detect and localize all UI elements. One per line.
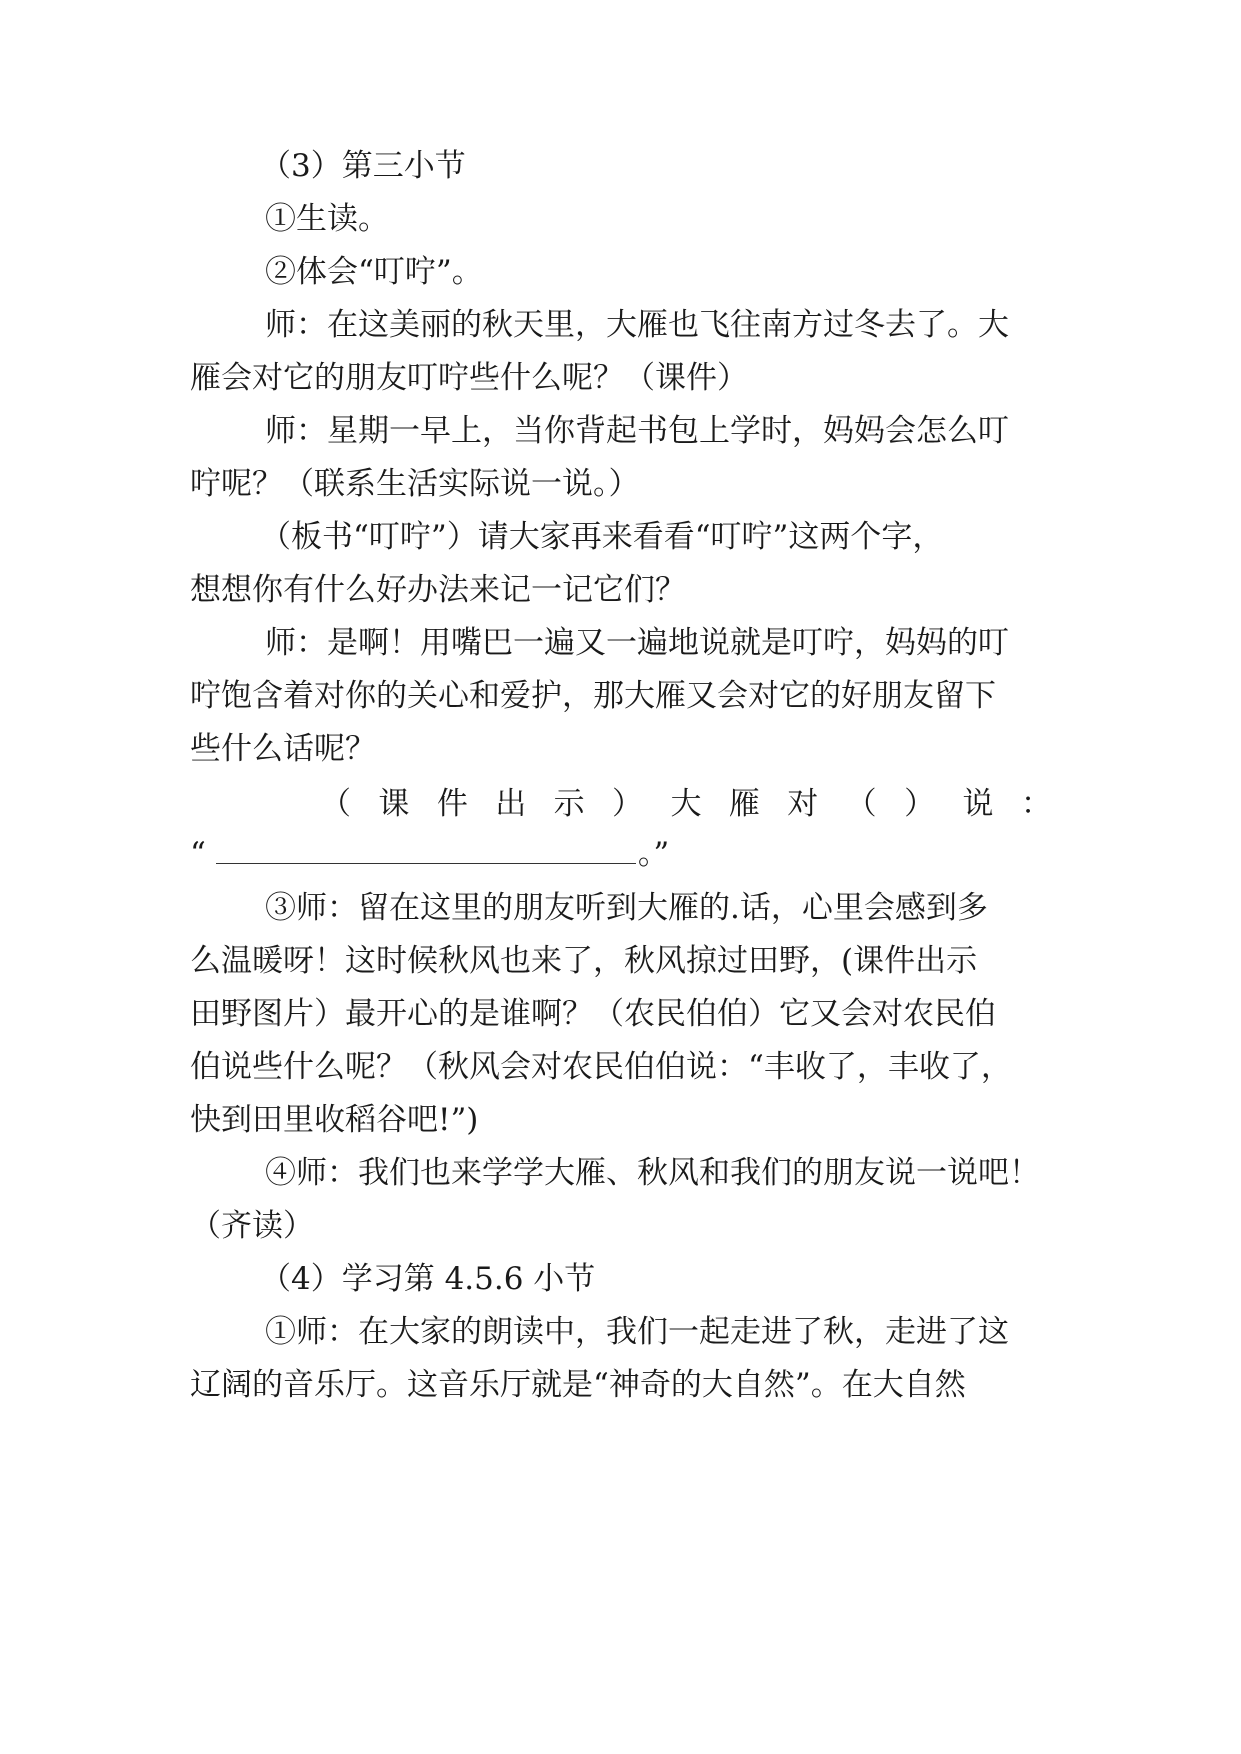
section-heading: （3）第三小节 — [260, 148, 466, 184]
prompt-char: 件 — [436, 786, 468, 822]
prompt-char: （ — [320, 786, 351, 822]
prompt-char: （ — [845, 786, 877, 822]
prompt-line — [190, 784, 1052, 824]
paragraph-line: 田野图片）最开心的是谁啊？（农民伯伯）它又会对农民伯 — [190, 996, 996, 1032]
prompt-char: 大 — [670, 786, 702, 822]
paragraph-line: （齐读） — [190, 1208, 314, 1244]
prompt-char: 示 — [553, 786, 585, 822]
prompt-char: 课 — [378, 786, 410, 822]
paragraph-line: 咛呢？（联系生活实际说一说。） — [190, 466, 640, 502]
paragraph-line: 伯说些什么呢？（秋风会对农民伯伯说：“丰收了，丰收了， — [190, 1049, 1012, 1085]
close-quote: 。” — [637, 836, 670, 872]
paragraph-line: ③师：留在这里的朋友听到大雁的.话，心里会感到多 — [265, 890, 988, 926]
paragraph-line: ①生读。 — [265, 201, 389, 237]
paragraph-line: 咛饱含着对你的关心和爱护，那大雁又会对它的好朋友留下 — [190, 678, 996, 714]
prompt-char: 对 — [787, 786, 819, 822]
paragraph-line: 辽阔的音乐厅。这音乐厅就是“神奇的大自然”。在大自然 — [190, 1367, 966, 1403]
section-heading: （4）学习第 4.5.6 小节 — [260, 1261, 596, 1297]
paragraph-line: 师：是啊！用嘴巴一遍又一遍地说就是叮咛，妈妈的叮 — [265, 625, 1009, 661]
prompt-char: ） — [904, 786, 936, 822]
open-quote: “ — [190, 836, 206, 872]
paragraph-line: 师：在这美丽的秋天里，大雁也飞往南方过冬去了。大 — [265, 307, 1009, 343]
paragraph-line: 师：星期一早上，当你背起书包上学时，妈妈会怎么叮 — [265, 413, 1009, 449]
paragraph-line: ①师：在大家的朗读中，我们一起走进了秋，走进了这 — [265, 1314, 1009, 1350]
paragraph-line: 些什么话呢？ — [190, 731, 376, 767]
fill-blank-line — [190, 834, 669, 874]
paragraph-line: 么温暖呀！这时候秋风也来了，秋风掠过田野，(课件出示 — [190, 943, 978, 979]
paragraph-line: （板书“叮咛”）请大家再来看看“叮咛”这两个字， — [260, 519, 944, 555]
prompt-char: ： — [1020, 786, 1052, 822]
answer-blank — [216, 841, 636, 864]
paragraph-line: ④师：我们也来学学大雁、秋风和我们的朋友说一说吧！ — [265, 1155, 1040, 1191]
paragraph-line: 雁会对它的朋友叮咛些什么呢？（课件） — [190, 360, 748, 396]
paragraph-line: 快到田里收稻谷吧!”) — [190, 1102, 479, 1138]
paragraph-line: ②体会“叮咛”。 — [265, 254, 483, 290]
prompt-char: 说 — [962, 786, 994, 822]
prompt-spread-text — [190, 784, 1052, 824]
paragraph-line: 想想你有什么好办法来记一记它们？ — [190, 572, 686, 608]
prompt-char: 出 — [495, 786, 527, 822]
prompt-char: 雁 — [728, 786, 760, 822]
prompt-char: ） — [612, 786, 644, 822]
